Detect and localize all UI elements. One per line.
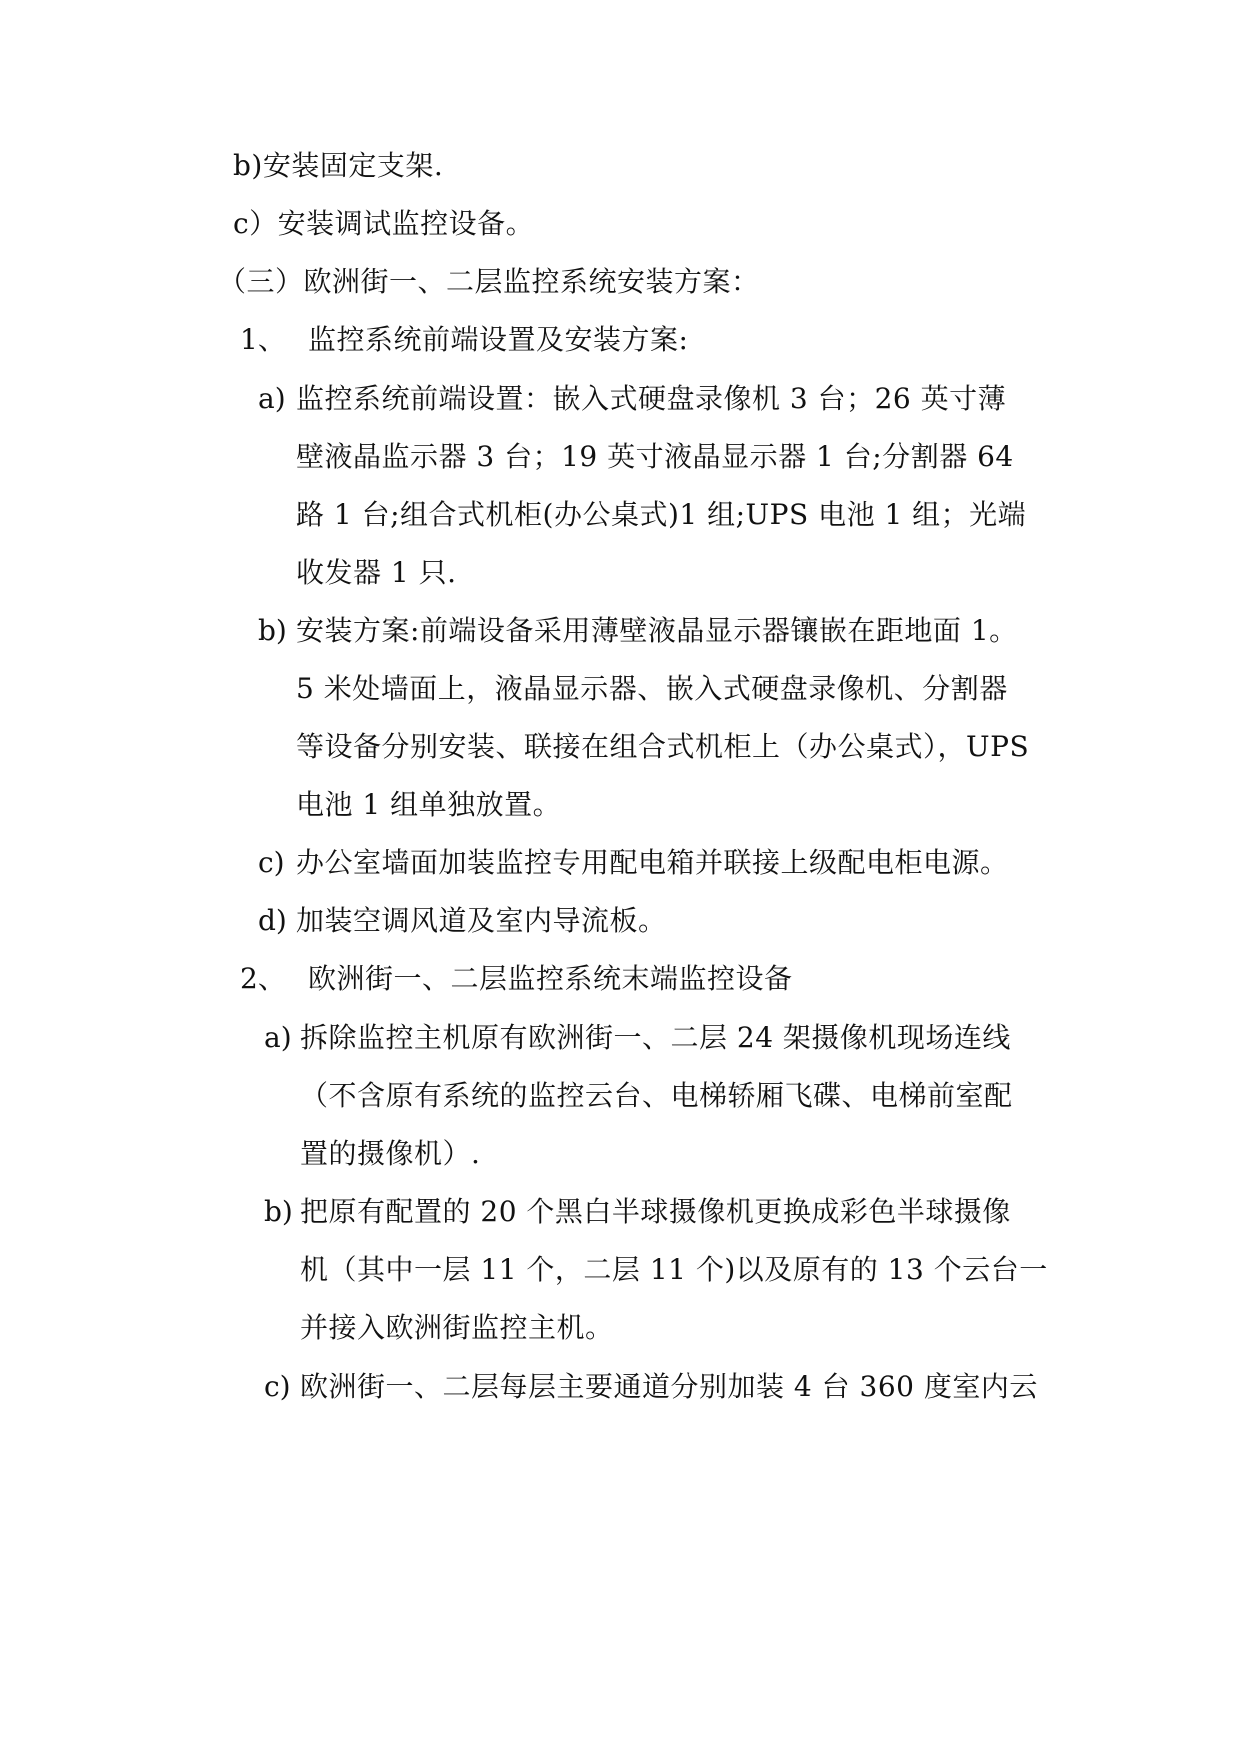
paragraph-line: 5 米处墙面上，液晶显示器、嵌入式硬盘录像机、分割器	[296, 672, 1008, 705]
list-marker: c)	[264, 1370, 291, 1403]
paragraph-line: 监控系统前端设置：嵌入式硬盘录像机 3 台；26 英寸薄	[296, 382, 1007, 415]
subsection-title: 欧洲街一、二层监控系统末端监控设备	[308, 962, 793, 995]
section-heading: （三）欧洲街一、二层监控系统安装方案：	[218, 265, 760, 298]
list-marker: d)	[258, 904, 287, 937]
paragraph-line: 加装空调风道及室内导流板。	[296, 904, 667, 937]
list-number: 2、	[240, 962, 286, 995]
paragraph-line: 安装方案:前端设备采用薄壁液晶显示器镶嵌在距地面 1。	[296, 614, 1018, 647]
subsection-title: 监控系统前端设置及安装方案:	[308, 323, 689, 356]
list-marker: b)	[264, 1195, 293, 1228]
list-marker: a)	[264, 1021, 292, 1054]
paragraph-line: 等设备分别安装、联接在组合式机柜上（办公桌式），UPS	[296, 730, 1030, 763]
paragraph-line: 拆除监控主机原有欧洲街一、二层 24 架摄像机现场连线	[300, 1021, 1011, 1054]
list-marker: b)	[258, 614, 287, 647]
paragraph-line: b)安装固定支架.	[233, 149, 444, 182]
paragraph-line: 收发器 1 只.	[296, 556, 457, 589]
paragraph-line: 电池 1 组单独放置。	[296, 788, 562, 821]
paragraph-line: c）安装调试监控设备。	[233, 207, 535, 240]
paragraph-line: 把原有配置的 20 个黑白半球摄像机更换成彩色半球摄像	[300, 1195, 1011, 1228]
paragraph-line: 机（其中一层 11 个，二层 11 个)以及原有的 13 个云台一	[300, 1253, 1048, 1286]
list-number: 1、	[240, 323, 286, 356]
paragraph-line: 路 1 台;组合式机柜(办公桌式)1 组;UPS 电池 1 组；光端	[296, 498, 1027, 531]
paragraph-line: 办公室墙面加装监控专用配电箱并联接上级配电柜电源。	[296, 846, 1009, 879]
paragraph-line: 并接入欧洲街监控主机。	[300, 1311, 614, 1344]
list-marker: c)	[258, 846, 285, 879]
list-marker: a)	[258, 382, 286, 415]
paragraph-line: （不含原有系统的监控云台、电梯轿厢飞碟、电梯前室配	[300, 1079, 1013, 1112]
paragraph-line: 欧洲街一、二层每层主要通道分别加装 4 台 360 度室内云	[300, 1370, 1038, 1403]
paragraph-line: 壁液晶监示器 3 台；19 英寸液晶显示器 1 台;分割器 64	[296, 440, 1014, 473]
paragraph-line: 置的摄像机）.	[300, 1137, 481, 1170]
